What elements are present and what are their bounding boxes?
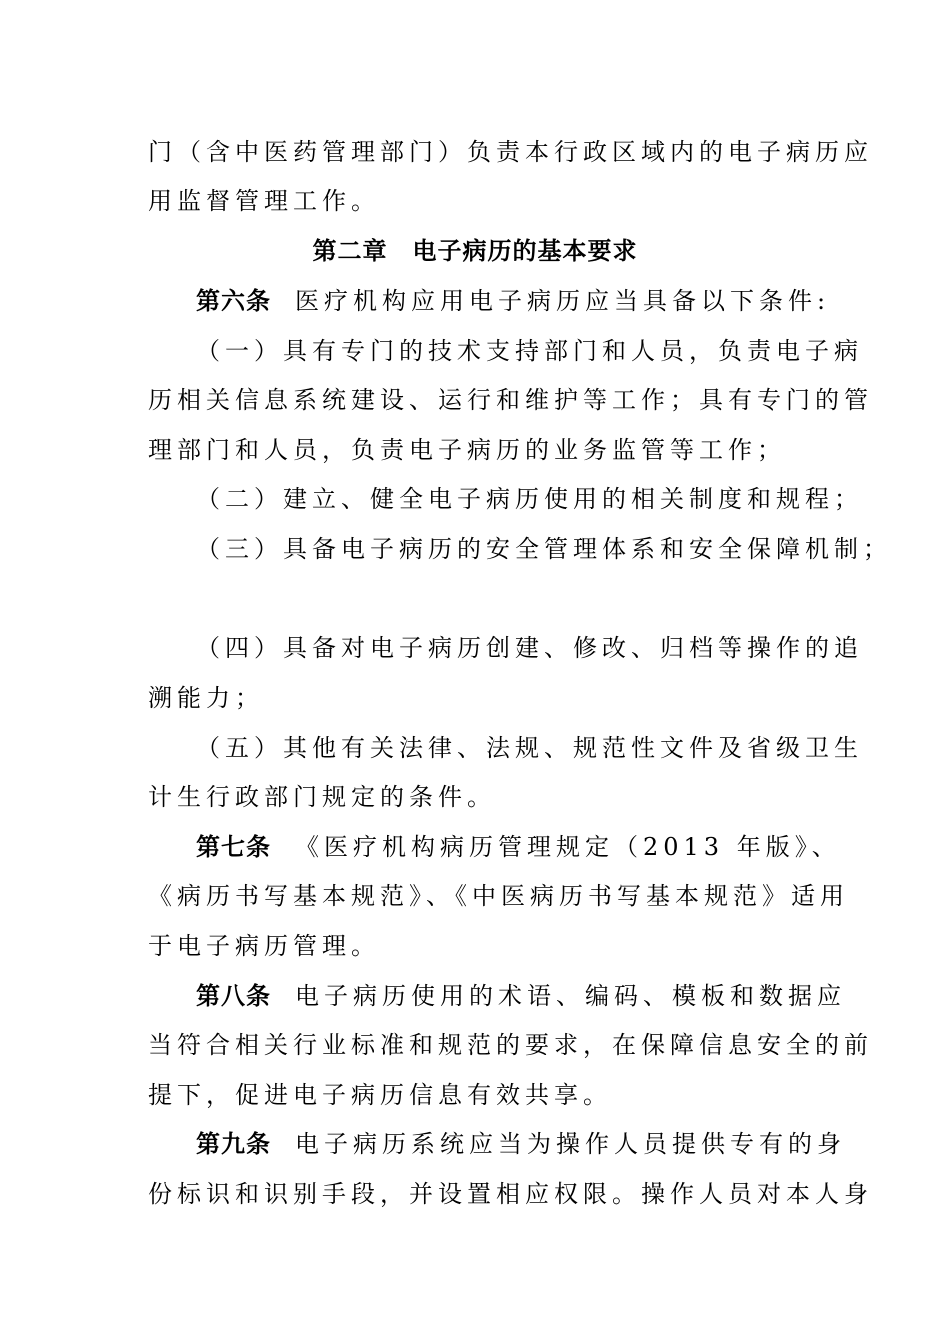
paragraph-line: 历相关信息系统建设、运行和维护等工作；具有专门的管 — [148, 386, 873, 414]
paragraph-line: 理部门和人员，负责电子病历的业务监管等工作； — [148, 436, 786, 464]
article-6-heading: 第六条 — [196, 287, 271, 315]
article-7-line — [196, 832, 841, 862]
paragraph-line: 计生行政部门规定的条件。 — [148, 783, 496, 811]
paragraph-line: 溯能力； — [148, 684, 264, 712]
article-9-line — [196, 1129, 846, 1159]
article-7-heading: 第七条 — [196, 833, 271, 861]
article-8-text: 电子病历使用的术语、编码、模板和数据应 — [295, 982, 846, 1010]
article-9-heading: 第九条 — [196, 1130, 271, 1158]
article-6-text: 医疗机构应用电子病历应当具备以下条件: — [295, 287, 831, 315]
paragraph-line: 门（含中医药管理部门）负责本行政区域内的电子病历应 — [148, 138, 873, 166]
paragraph-line: （五）其他有关法律、法规、规范性文件及省级卫生 — [196, 734, 863, 762]
paragraph-line: 提下，促进电子病历信息有效共享。 — [148, 1081, 612, 1109]
chapter-title: 第二章 电子病历的基本要求 — [312, 237, 638, 265]
paragraph-line: （二）建立、健全电子病历使用的相关制度和规程； — [196, 485, 863, 513]
article-6-line — [196, 286, 830, 316]
paragraph-line: （一）具有专门的技术支持部门和人员，负责电子病 — [196, 337, 863, 365]
article-8-line — [196, 981, 846, 1011]
article-7-text: 《医疗机构病历管理规定（2013 年版》、 — [295, 833, 841, 861]
paragraph-line: 份标识和识别手段，并设置相应权限。操作人员对本人身 — [148, 1180, 873, 1208]
paragraph-line: 用监督管理工作。 — [148, 187, 380, 215]
paragraph-line: 《病历书写基本规范》、《中医病历书写基本规范》适用 — [148, 882, 849, 910]
article-9-text: 电子病历系统应当为操作人员提供专有的身 — [295, 1130, 846, 1158]
paragraph-line: （三）具备电子病历的安全管理体系和安全保障机制； — [196, 535, 892, 563]
paragraph-line: 于电子病历管理。 — [148, 932, 380, 960]
article-8-heading: 第八条 — [196, 982, 271, 1010]
paragraph-line: 当符合相关行业标准和规范的要求，在保障信息安全的前 — [148, 1031, 873, 1059]
paragraph-line: （四）具备对电子病历创建、修改、归档等操作的追 — [196, 634, 863, 662]
